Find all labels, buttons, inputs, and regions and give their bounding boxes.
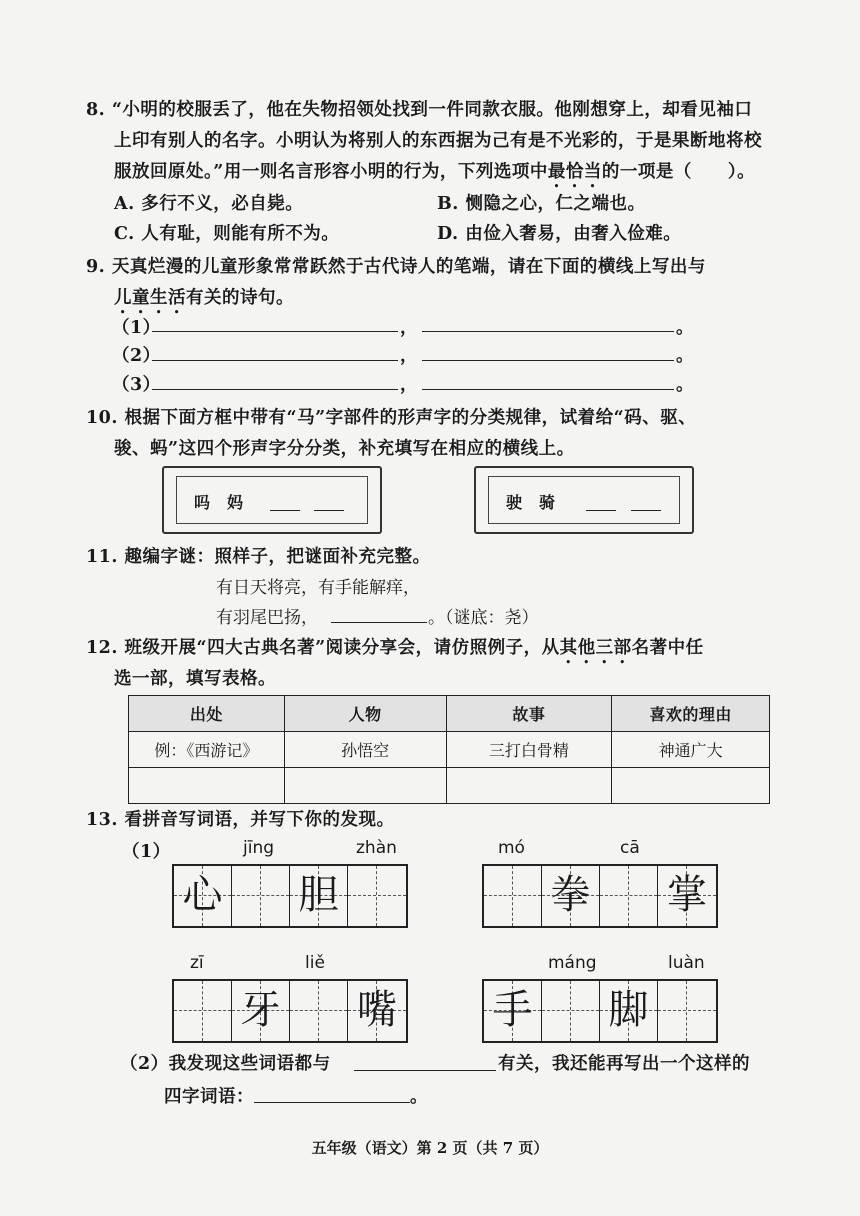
answer-line[interactable] — [422, 389, 674, 390]
answer-cell[interactable] — [600, 866, 658, 926]
q13-part2-text: 有关，我还能再写出一个这样的 — [498, 1054, 750, 1074]
q9-item-number: （1） — [112, 318, 161, 338]
table-cell: 神通广大 — [612, 732, 770, 768]
pinyin: cā — [620, 838, 640, 858]
q12-line1: 12. 班级开展“四大古典名著”阅读分享会，请仿照例子，从其他三部名著中任 — [86, 638, 704, 658]
box-example-chars: 吗 妈 — [194, 493, 244, 512]
answer-line[interactable] — [354, 1070, 496, 1071]
q8-option-a: A. 多行不义，必自毙。 — [114, 194, 304, 214]
riddle-line: 有日天将亮，有手能解痒， — [216, 578, 420, 598]
q13-part2-text: 四字词语： — [164, 1087, 254, 1107]
answer-cell[interactable] — [290, 981, 348, 1041]
pinyin: mó — [498, 838, 525, 858]
answer-cell[interactable] — [612, 768, 770, 804]
tianzige-grid — [172, 979, 408, 1043]
given-char: 胆 — [298, 872, 339, 918]
page-footer: 五年级（语文）第 2 页（共 7 页） — [311, 1139, 549, 1157]
q13-part2-text: （2）我发现这些词语都与 — [120, 1054, 331, 1074]
given-char: 嘴 — [357, 987, 397, 1033]
pinyin: máng — [548, 953, 597, 973]
tianzige-grid — [482, 864, 718, 928]
answer-cell[interactable] — [542, 981, 600, 1041]
q8-line3: 服放回原处。”用一则名言形容小明的行为，下列选项中最恰当的一项是（ ）。 — [114, 162, 756, 182]
table-cell: 例：《西游记》 — [129, 732, 285, 768]
answer-cell[interactable] — [174, 981, 232, 1041]
pinyin: liě — [305, 953, 325, 973]
answer-blank[interactable] — [586, 510, 616, 511]
answer-cell[interactable] — [348, 866, 406, 926]
category-box-2 — [474, 466, 694, 534]
table-header: 故事 — [446, 696, 612, 732]
q8-line2: 上印有别人的名字。小明认为将别人的东西据为己有是不光彩的，于是果断地将校 — [114, 131, 762, 151]
table-cell: 三打白骨精 — [446, 732, 612, 768]
q12-line2: 选一部，填写表格。 — [114, 669, 276, 689]
answer-line[interactable] — [152, 331, 398, 332]
reading-table — [128, 695, 770, 804]
tianzige-grid — [172, 864, 408, 928]
pinyin: jīng — [243, 838, 275, 858]
answer-cell[interactable] — [484, 866, 542, 926]
answer-line[interactable] — [422, 360, 674, 361]
answer-blank[interactable] — [631, 510, 661, 511]
q11-line1: 11. 趣编字谜：照样子，把谜面补充完整。 — [86, 547, 431, 567]
pinyin: zhàn — [356, 838, 397, 858]
riddle-line: 有羽尾巴扬， — [216, 608, 318, 628]
pinyin: zī — [190, 953, 204, 973]
q13-line1: 13. 看拼音写词语，并写下你的发现。 — [86, 810, 395, 830]
q8-option-c: C. 人有耻，则能有所不为。 — [114, 224, 340, 244]
period: 。 — [676, 375, 694, 395]
answer-cell[interactable] — [129, 768, 285, 804]
q9-line2: 儿童生活有关的诗句。 — [114, 288, 294, 308]
pinyin: luàn — [668, 953, 705, 973]
given-char: 手 — [492, 987, 533, 1033]
period: 。 — [676, 318, 694, 338]
q8-option-d: D. 由俭入奢易，由奢入俭难。 — [437, 224, 682, 244]
q9-line1: 9. 天真烂漫的儿童形象常常跃然于古代诗人的笔端，请在下面的横线上写出与 — [86, 257, 706, 277]
answer-blank[interactable] — [314, 510, 344, 511]
table-header: 喜欢的理由 — [612, 696, 770, 732]
answer-cell[interactable] — [446, 768, 612, 804]
answer-cell[interactable] — [284, 768, 446, 804]
q9-item-number: （2） — [112, 346, 161, 366]
comma: ， — [400, 346, 418, 366]
comma: ， — [400, 318, 418, 338]
category-box-1 — [162, 466, 382, 534]
period: 。 — [676, 346, 694, 366]
table-header: 人物 — [284, 696, 446, 732]
riddle-answer-hint: 。（谜底：尧） — [428, 608, 539, 628]
emphasis-text: 最恰当 — [547, 162, 602, 182]
answer-cell[interactable] — [658, 981, 716, 1041]
answer-line[interactable] — [422, 331, 674, 332]
riddle-answer-line[interactable] — [331, 622, 427, 623]
answer-blank[interactable] — [270, 510, 300, 511]
table-header: 出处 — [129, 696, 285, 732]
answer-cell[interactable] — [232, 866, 290, 926]
given-char: 掌 — [667, 872, 707, 918]
given-char: 脚 — [608, 987, 649, 1033]
q10-line1: 10. 根据下面方框中带有“马”字部件的形声字的分类规律，试着给“码、驱、 — [86, 408, 697, 428]
emphasis-text: 其他三部 — [559, 638, 632, 658]
answer-line[interactable] — [152, 389, 398, 390]
tianzige-grid — [482, 979, 718, 1043]
comma: ， — [400, 375, 418, 395]
q10-line2: 骏、蚂”这四个形声字分分类，补充填写在相应的横线上。 — [114, 439, 575, 459]
q13-part-number: （1） — [122, 842, 171, 862]
emphasis-text: 儿童生活 — [114, 288, 186, 308]
table-cell: 孙悟空 — [284, 732, 446, 768]
box-example-chars: 驶 骑 — [506, 493, 556, 512]
q9-item-number: （3） — [112, 375, 161, 395]
given-char: 牙 — [240, 987, 281, 1033]
given-char: 拳 — [550, 872, 591, 918]
answer-line[interactable] — [152, 360, 398, 361]
q8-option-b: B. 恻隐之心，仁之端也。 — [437, 194, 646, 214]
given-char: 心 — [182, 872, 223, 918]
q8-line1: 8. “小明的校服丢了，他在失物招领处找到一件同款衣服。他刚想穿上，却看见袖口 — [86, 100, 753, 120]
answer-line[interactable] — [254, 1102, 410, 1103]
period: 。 — [410, 1087, 428, 1107]
